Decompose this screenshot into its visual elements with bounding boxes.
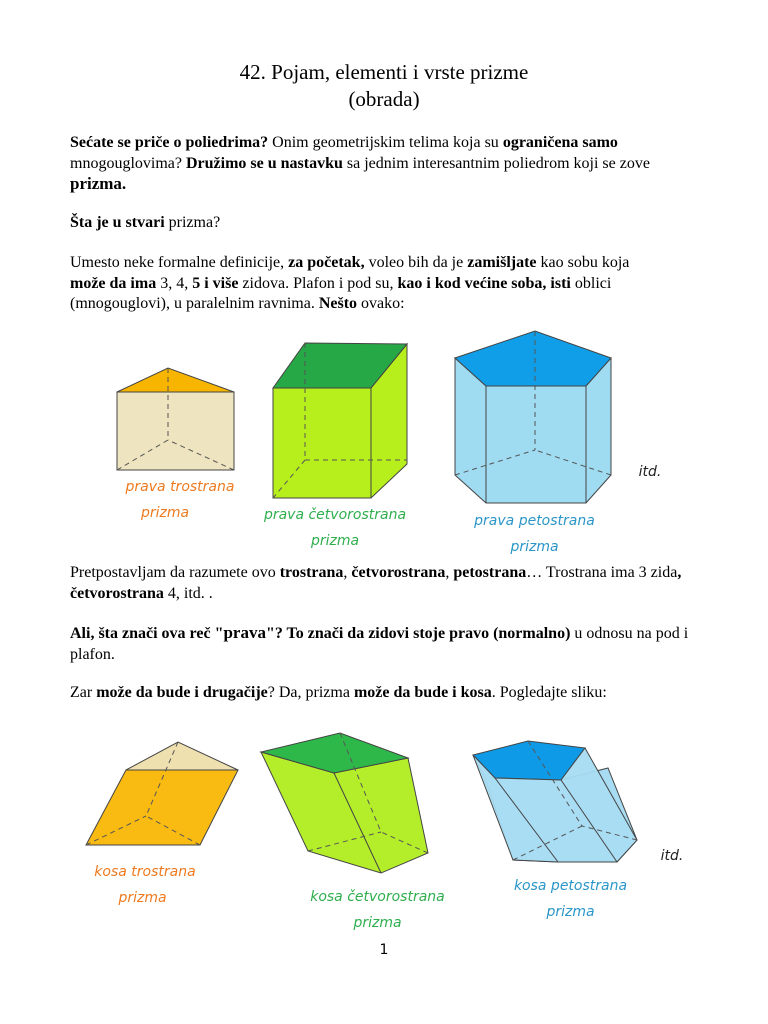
label-right-quadrilateral-line1: prava četvorostrana [263, 507, 407, 523]
oblique-bold-2: može da bude i kosa [353, 684, 492, 701]
def-text-5: zidova. Plafon i pod su, [238, 274, 398, 292]
label-oblique-triangular-line2: prizma [118, 890, 167, 906]
def-bold-2: zamišljate [467, 254, 537, 271]
oblique-text-2: ? Da, prizma [267, 684, 354, 701]
def-text-7: ovako: [357, 295, 405, 312]
right-bold-3: "? To znači da zidovi stoje pravo (normalno) [265, 625, 571, 642]
def-text-2: voleo bih da je [364, 254, 468, 271]
label-right-pentagonal-line1: prava petostrana [474, 513, 595, 529]
def-text-3: kao sobu koja [536, 254, 630, 271]
oblique-text-3: . Pogledajte sliku: [491, 684, 607, 701]
doc-subtitle: (obrada) [348, 87, 420, 111]
oblique-pentagonal-prism-figure [473, 741, 637, 862]
label-oblique-pentagonal-line1: kosa petostrana [513, 878, 628, 894]
types-text-2: , [343, 564, 352, 581]
right-bold-1: Ali, šta znači ova reč " [70, 625, 224, 642]
right-bold-2: prava [223, 623, 266, 642]
label-oblique-triangular [70, 859, 220, 911]
label-right-triangular-line1: prava trostrana [125, 479, 235, 495]
types-bold-3: petostrana [453, 564, 527, 581]
question-text: prizma? [164, 214, 221, 231]
etc-label-top: itd. [638, 464, 662, 480]
types-text-1: Pretpostavljam da razumete ovo [70, 564, 280, 581]
def-text-4: 3, 4, [156, 274, 193, 292]
label-oblique-pentagonal [498, 873, 643, 925]
right-triangular-prism-figure [117, 368, 234, 470]
doc-title: 42. Pojam, elementi i vrste prizme [239, 60, 529, 84]
label-right-pentagonal-line2: prizma [510, 539, 559, 555]
def-bold-1: za početak, [288, 254, 365, 271]
types-text-4: … Trostrana ima 3 zida [526, 564, 678, 581]
oblique-bold-1: može da bude i drugačije [96, 684, 268, 701]
intro-text-1: Onim geometrijskim telima koja su [268, 134, 503, 151]
label-right-quadrilateral-line2: prizma [310, 533, 360, 549]
label-oblique-triangular-line1: kosa trostrana [94, 864, 196, 880]
intro-bold-4: prizma. [70, 174, 127, 193]
right-quadrilateral-prism-figure [273, 343, 407, 498]
types-text-3: , [445, 564, 454, 581]
types-bold-4: , četvorostrana [70, 564, 682, 602]
def-bold-5: kao i kod većine soba, isti [397, 274, 571, 292]
label-oblique-quadrilateral-line2: prizma [353, 915, 402, 931]
def-bold-6: Nešto [318, 295, 358, 312]
def-text-6: oblici (mnogouglovi), u paralelnim ravnima. [70, 274, 612, 312]
oblique-triangular-prism-figure [86, 742, 238, 845]
types-bold-2: četvorostrana [351, 564, 446, 581]
types-bold-1: trostrana [279, 564, 344, 581]
page-number: 1 [379, 942, 389, 958]
intro-bold-1: Sećate se priče o poliedrima? [70, 134, 269, 151]
right-text-1: u odnosu na pod i plafon. [70, 625, 689, 663]
types-paragraph [70, 563, 710, 604]
right-meaning-paragraph [70, 623, 710, 665]
label-right-triangular-line2: prizma [140, 505, 190, 521]
label-oblique-quadrilateral [295, 884, 460, 936]
question-bold: Šta je u stvari [70, 214, 165, 231]
label-right-pentagonal [462, 508, 607, 560]
oblique-text-1: Zar [70, 684, 97, 701]
label-right-quadrilateral [250, 502, 420, 554]
intro-text-2: mnogouglovima? [70, 154, 182, 172]
right-pentagonal-prism-figure [455, 331, 611, 503]
label-oblique-pentagonal-line2: prizma [546, 904, 595, 920]
etc-label-bottom: itd. [660, 848, 684, 864]
def-text-1: Umesto neke formalne definicije, [70, 254, 289, 271]
intro-bold-2: ograničena samo [502, 134, 618, 151]
types-text-5: 4, itd. . [163, 584, 213, 602]
intro-text-3: sa jednim interesantnim poliedrom koji se zove [342, 154, 650, 172]
label-oblique-quadrilateral-line1: kosa četvorostrana [310, 889, 445, 905]
label-right-triangular [105, 474, 255, 526]
intro-bold-3: Družimo se u nastavku [181, 154, 343, 172]
oblique-paragraph [70, 683, 710, 704]
oblique-quadrilateral-prism-figure [261, 733, 428, 873]
def-bold-4: 5 i više [192, 274, 239, 292]
def-bold-3: može da ima [70, 274, 157, 292]
